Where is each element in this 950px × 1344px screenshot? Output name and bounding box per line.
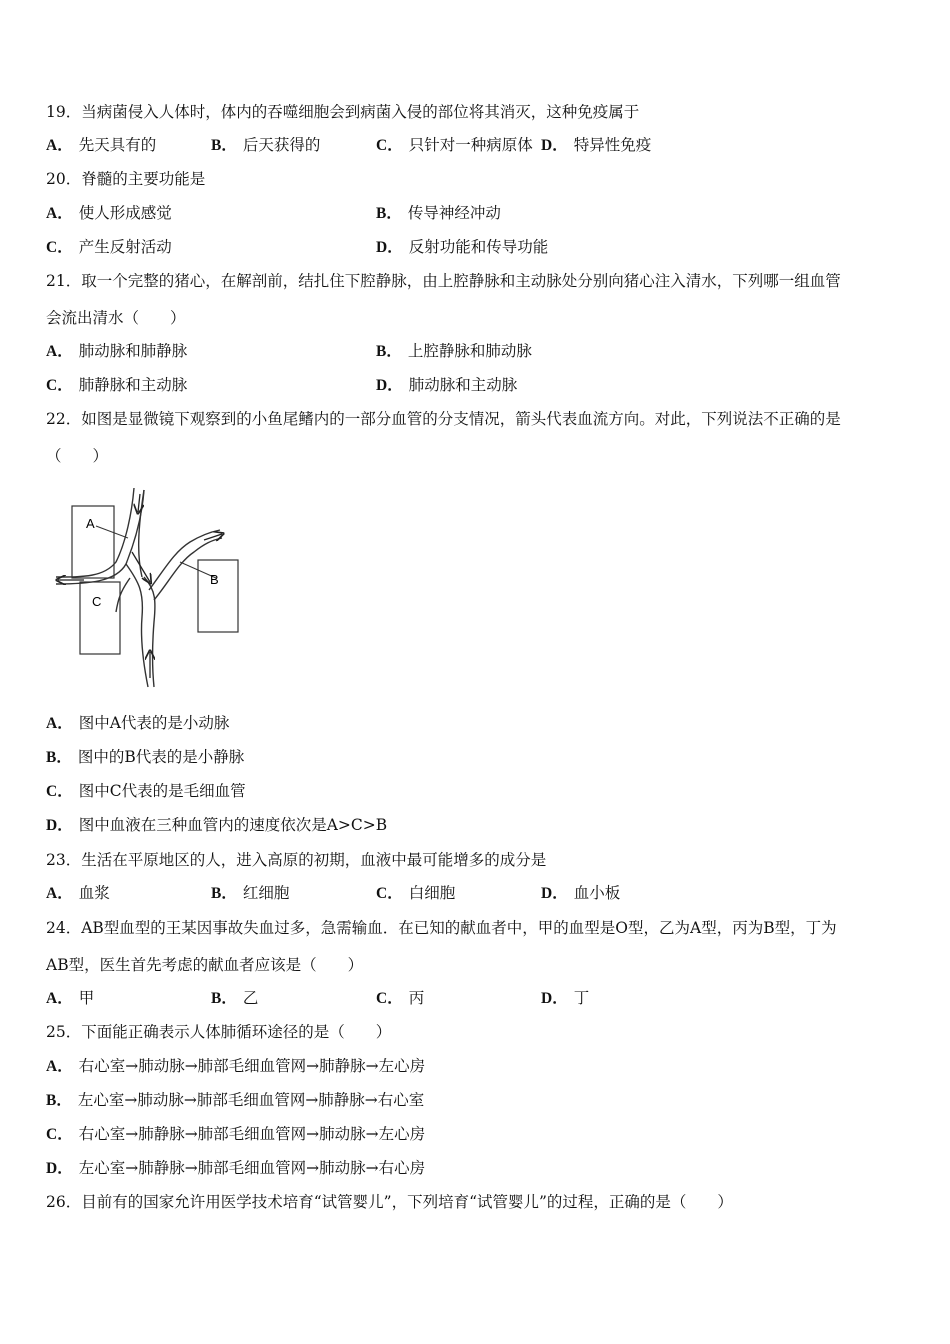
option-letter: A． <box>46 205 73 222</box>
q20-option-d <box>376 236 548 259</box>
option-text: 左心室→肺静脉→肺部毛细血管网→肺动脉→右心房 <box>78 1159 426 1177</box>
option-text: 血浆 <box>78 884 110 902</box>
option-letter: B． <box>211 885 237 902</box>
option-letter: A． <box>46 1058 73 1075</box>
q19-option-a <box>46 134 156 157</box>
option-letter: D． <box>46 817 73 834</box>
q24-stem-line1: 24．AB型血型的王某因事故失血过多，急需输血．在已知的献血者中，甲的血型是O型，乙为A型，丙为B型，丁为 <box>46 919 837 937</box>
option-letter: A． <box>46 343 73 360</box>
option-text: 传导神经冲动 <box>407 204 501 222</box>
option-letter: C． <box>46 1126 73 1143</box>
option-text: 丙 <box>408 989 425 1007</box>
q25-option-a <box>46 1055 425 1078</box>
q19-stem: 19．当病菌侵入人体时，体内的吞噬细胞会到病菌入侵的部位将其消灭，这种免疫属于 <box>46 103 640 121</box>
option-text: 图中的B代表的是小静脉 <box>77 748 245 766</box>
q25-stem: 25．下面能正确表示人体肺循环途径的是（ ） <box>46 1023 392 1041</box>
q20-stem: 20．脊髓的主要功能是 <box>46 170 206 188</box>
option-text: 肺静脉和主动脉 <box>78 376 188 394</box>
label-b: B <box>210 572 219 587</box>
q20-option-b <box>376 202 501 225</box>
option-letter: C． <box>376 885 403 902</box>
q24-option-c <box>376 987 424 1010</box>
q21-option-d <box>376 374 517 397</box>
q22-option-b <box>46 746 244 769</box>
option-letter: C． <box>376 137 403 154</box>
option-text: 血小板 <box>573 884 621 902</box>
option-text: 特异性免疫 <box>573 136 652 154</box>
q23-option-b <box>211 882 289 905</box>
q24-option-d <box>541 987 589 1010</box>
pointer-a <box>96 526 128 538</box>
option-text: 先天具有的 <box>78 136 157 154</box>
q24-option-b <box>211 987 258 1010</box>
option-letter: D． <box>376 239 403 256</box>
q21-option-c <box>46 374 187 397</box>
q24-option-a <box>46 987 94 1010</box>
option-letter: B． <box>46 1092 72 1109</box>
box-b <box>198 560 238 632</box>
q23-stem: 23．生活在平原地区的人，进入高原的初期，血液中最可能增多的成分是 <box>46 851 547 869</box>
q23-option-d <box>541 882 620 905</box>
option-letter: C． <box>46 239 73 256</box>
q21-stem-line1: 21．取一个完整的猪心，在解剖前，结扎住下腔静脉，由上腔静脉和主动脉处分别向猪心注入清水，下列哪一组血管 <box>46 272 841 290</box>
label-a: A <box>86 516 95 531</box>
q23-option-c <box>376 882 455 905</box>
box-c <box>80 582 120 654</box>
option-letter: B． <box>376 205 402 222</box>
q22-stem-line2: （ ） <box>46 447 109 465</box>
option-letter: B． <box>46 749 72 766</box>
q21-stem-line2: 会流出清水（ ） <box>46 309 186 327</box>
option-letter: B． <box>376 343 402 360</box>
option-letter: D． <box>541 990 568 1007</box>
label-c: C <box>92 594 102 609</box>
blood-vessel-diagram <box>44 482 254 690</box>
option-letter: D． <box>46 1160 73 1177</box>
option-text: 图中A代表的是小动脉 <box>78 714 230 732</box>
option-text: 右心室→肺动脉→肺部毛细血管网→肺静脉→左心房 <box>78 1057 426 1075</box>
option-text: 右心室→肺静脉→肺部毛细血管网→肺动脉→左心房 <box>78 1125 426 1143</box>
option-letter: D． <box>541 885 568 902</box>
option-text: 丁 <box>573 989 590 1007</box>
q23-option-a <box>46 882 110 905</box>
option-letter: A． <box>46 990 73 1007</box>
option-letter: B． <box>211 990 237 1007</box>
q25-option-d <box>46 1157 425 1180</box>
q26-stem: 26．目前有的国家允许用医学技术培育“试管婴儿”，下列培育“试管婴儿”的过程，正确的是（ ） <box>46 1193 733 1211</box>
option-text: 甲 <box>78 989 95 1007</box>
option-text: 白细胞 <box>408 884 456 902</box>
option-text: 乙 <box>242 989 259 1007</box>
option-text: 图中C代表的是毛细血管 <box>78 782 246 800</box>
q19-option-d <box>541 134 651 157</box>
option-text: 使人形成感觉 <box>78 204 172 222</box>
option-letter: C． <box>46 377 73 394</box>
option-letter: A． <box>46 137 73 154</box>
option-text: 肺动脉和肺静脉 <box>78 342 188 360</box>
q21-option-a <box>46 340 187 363</box>
q20-option-a <box>46 202 172 225</box>
q22-stem-line1: 22．如图是显微镜下观察到的小鱼尾鳍内的一部分血管的分支情况，箭头代表血流方向。对此，下列说法不正确的是 <box>46 410 841 428</box>
option-letter: C． <box>376 990 403 1007</box>
q19-option-b <box>211 134 320 157</box>
q19-option-c <box>376 134 533 157</box>
q25-option-c <box>46 1123 425 1146</box>
option-letter: B． <box>211 137 237 154</box>
option-text: 左心室→肺动脉→肺部毛细血管网→肺静脉→右心室 <box>77 1091 425 1109</box>
option-letter: A． <box>46 715 73 732</box>
arrow-down-icon <box>138 494 140 512</box>
option-text: 红细胞 <box>242 884 290 902</box>
q22-option-c <box>46 780 246 803</box>
option-text: 肺动脉和主动脉 <box>408 376 518 394</box>
option-text: 只针对一种病原体 <box>408 136 533 154</box>
q22-option-a <box>46 712 229 735</box>
option-letter: D． <box>376 377 403 394</box>
option-letter: C． <box>46 783 73 800</box>
option-text: 上腔静脉和肺动脉 <box>407 342 532 360</box>
option-text: 后天获得的 <box>242 136 321 154</box>
option-text: 产生反射活动 <box>78 238 172 256</box>
q25-option-b <box>46 1089 424 1112</box>
q24-stem-line2: AB型，医生首先考虑的献血者应该是（ ） <box>46 956 364 974</box>
option-letter: A． <box>46 885 73 902</box>
q21-option-b <box>376 340 532 363</box>
option-text: 图中血液在三种血管内的速度依次是A>C>B <box>78 816 388 834</box>
option-letter: D． <box>541 137 568 154</box>
q22-option-d <box>46 814 387 837</box>
q20-option-c <box>46 236 172 259</box>
option-text: 反射功能和传导功能 <box>408 238 549 256</box>
vessel-walls <box>56 488 222 687</box>
